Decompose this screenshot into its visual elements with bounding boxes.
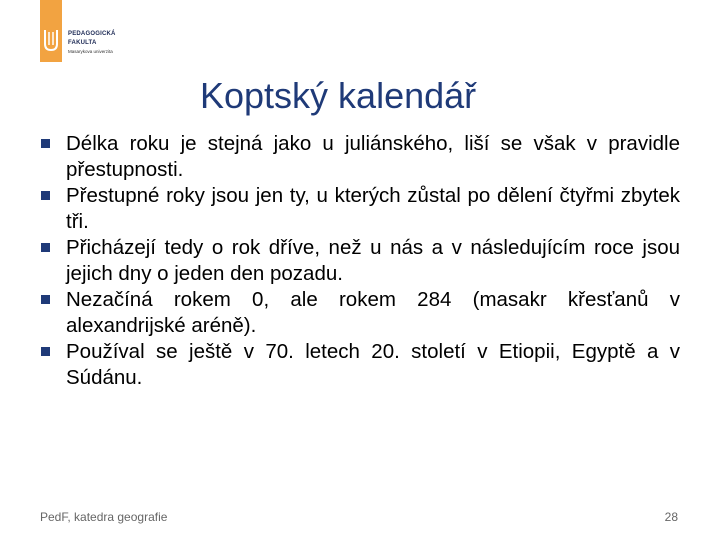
- square-bullet-icon: [41, 243, 50, 252]
- logo-text-line3: Masarykova univerzita: [68, 49, 113, 54]
- footer-page-number: 28: [664, 510, 678, 524]
- square-bullet-icon: [41, 295, 50, 304]
- bullet-text: Nezačíná rokem 0, ale rokem 284 (masakr křesťanů v alexandrijské aréně).: [66, 288, 680, 337]
- bullet-item: [40, 183, 680, 235]
- logo-text-line2: FAKULTA: [68, 40, 97, 46]
- bullet-item: [40, 235, 680, 287]
- faculty-logo: [40, 0, 170, 68]
- logo-text-line1: PEDAGOGICKÁ: [68, 31, 116, 37]
- bullet-list: [40, 131, 680, 391]
- square-bullet-icon: [41, 347, 50, 356]
- bullet-text: Přestupné roky jsou jen ty, u kterých zůstal po dělení čtyřmi zbytek tři.: [66, 184, 680, 233]
- university-seal-icon: [43, 30, 59, 52]
- logo-emblem: [40, 0, 62, 62]
- bullet-text: Používal se ještě v 70. letech 20. století v Etiopii, Egyptě a v Súdánu.: [66, 340, 680, 389]
- bullet-item: [40, 339, 680, 391]
- slide-title: Koptský kalendář: [200, 75, 477, 116]
- square-bullet-icon: [41, 139, 50, 148]
- bullet-text: Délka roku je stejná jako u juliánského, liší se však v pravidle přestupnosti.: [66, 132, 680, 181]
- bullet-item: [40, 287, 680, 339]
- footer-department: PedF, katedra geografie: [40, 510, 168, 524]
- bullet-item: [40, 131, 680, 183]
- square-bullet-icon: [41, 191, 50, 200]
- bullet-text: Přicházejí tedy o rok dříve, než u nás a v následujícím roce jsou jejich dny o jeden den pozadu.: [66, 236, 680, 285]
